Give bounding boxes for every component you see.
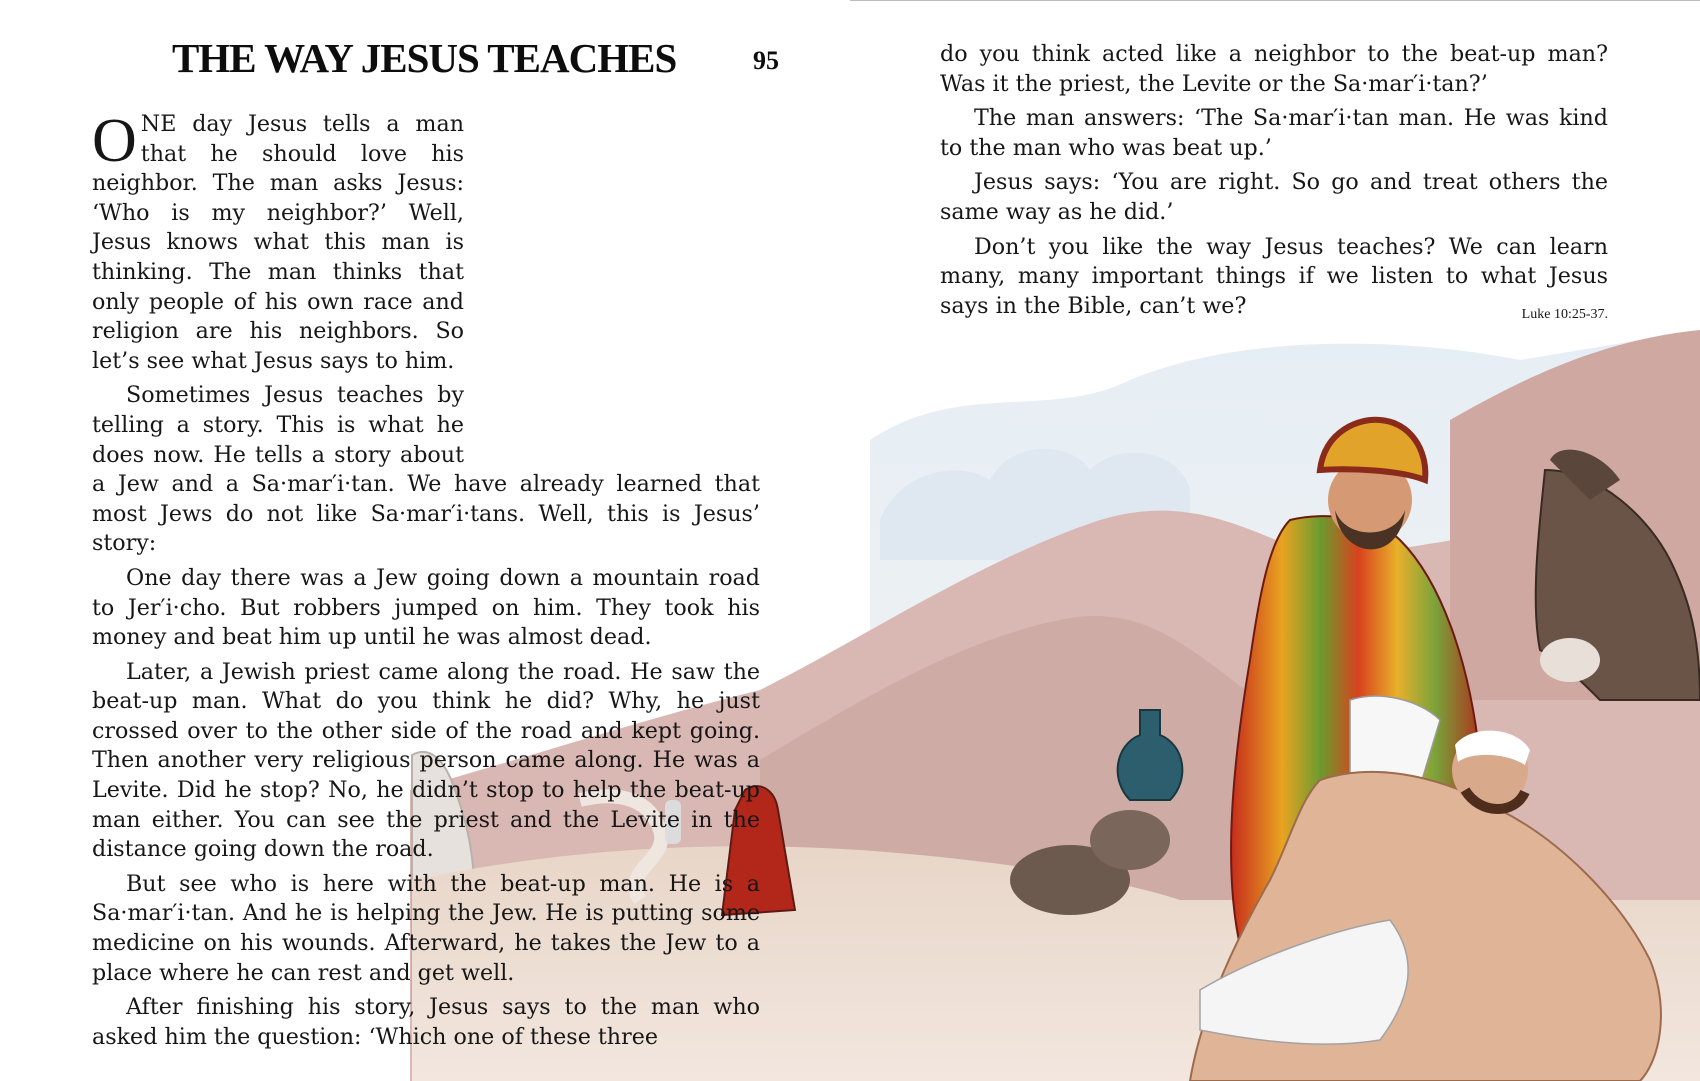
page-title: THE WAY JESUS TEACHES: [172, 35, 677, 81]
drop-cap: O: [92, 107, 137, 175]
left-text-column: [92, 107, 760, 1057]
paragraph: ONE day Jesus tells a man that he should love his neighbor. The man asks Jesus: ‘Who is my neighbor?’ Well, Jesus knows what this man is thinking. The man thinks that only people of his own race and religion are his neighbors. So let’s see what Jesus says to him.: [92, 107, 464, 374]
page-number: 95: [753, 46, 779, 75]
paragraph: Don’t you like the way Jesus teaches? We can learn many, many important things if we listen to what Jesus says in the Bible, can’t we? Luke 10:25-37.: [940, 233, 1608, 322]
scripture-reference: Luke 10:25-37.: [1521, 306, 1608, 322]
right-text-column: [940, 40, 1608, 329]
paragraph: After finishing his story, Jesus says to the man who asked him the question: ‘Which one of these three: [92, 994, 760, 1050]
paragraph: Later, a Jewish priest came along the road. He saw the beat-up man. What do you think he did? Why, he just crossed over to the other side of the road and kept going. Then another very religious person came along. He was a Levite. Did he stop? No, he didn’t stop to help the beat-up man either. You can see the priest and the Levite in the distance going down the road.: [92, 658, 760, 863]
illustration-wrap-area: [464, 152, 760, 462]
paragraph: Jesus says: ‘You are right. So go and treat others the same way as he did.’: [940, 169, 1608, 225]
paragraph: The man answers: ‘The Sa·mar′i·tan man. He was kind to the man who was beat up.’: [940, 105, 1608, 161]
donkey-muzzle: [1540, 638, 1600, 682]
paragraph: But see who is here with the beat-up man. He is a Sa·mar′i·tan. And he is helping the Jew. He is putting some medicine on his wounds. Afterward, he takes the Jew to a place where he can rest and get well.: [92, 870, 760, 986]
paragraph: One day there was a Jew going down a mountain road to Jer′i·cho. But robbers jumped on him. They took his money and beat him up until he was almost dead.: [92, 564, 760, 651]
paragraph: Sometimes Jesus teaches by telling a story. This is what he does now. He tells a story about a Jew and a Sa·mar′i·tan. We have already learned that most Jews do not like Sa·mar′i·tans. Well, this is Jesus’ story:: [92, 382, 760, 557]
saddle-bag: [1090, 810, 1170, 870]
paragraph: do you think acted like a neighbor to the beat-up man? Was it the priest, the Levite or the Sa·mar′i·tan?’: [940, 41, 1608, 97]
